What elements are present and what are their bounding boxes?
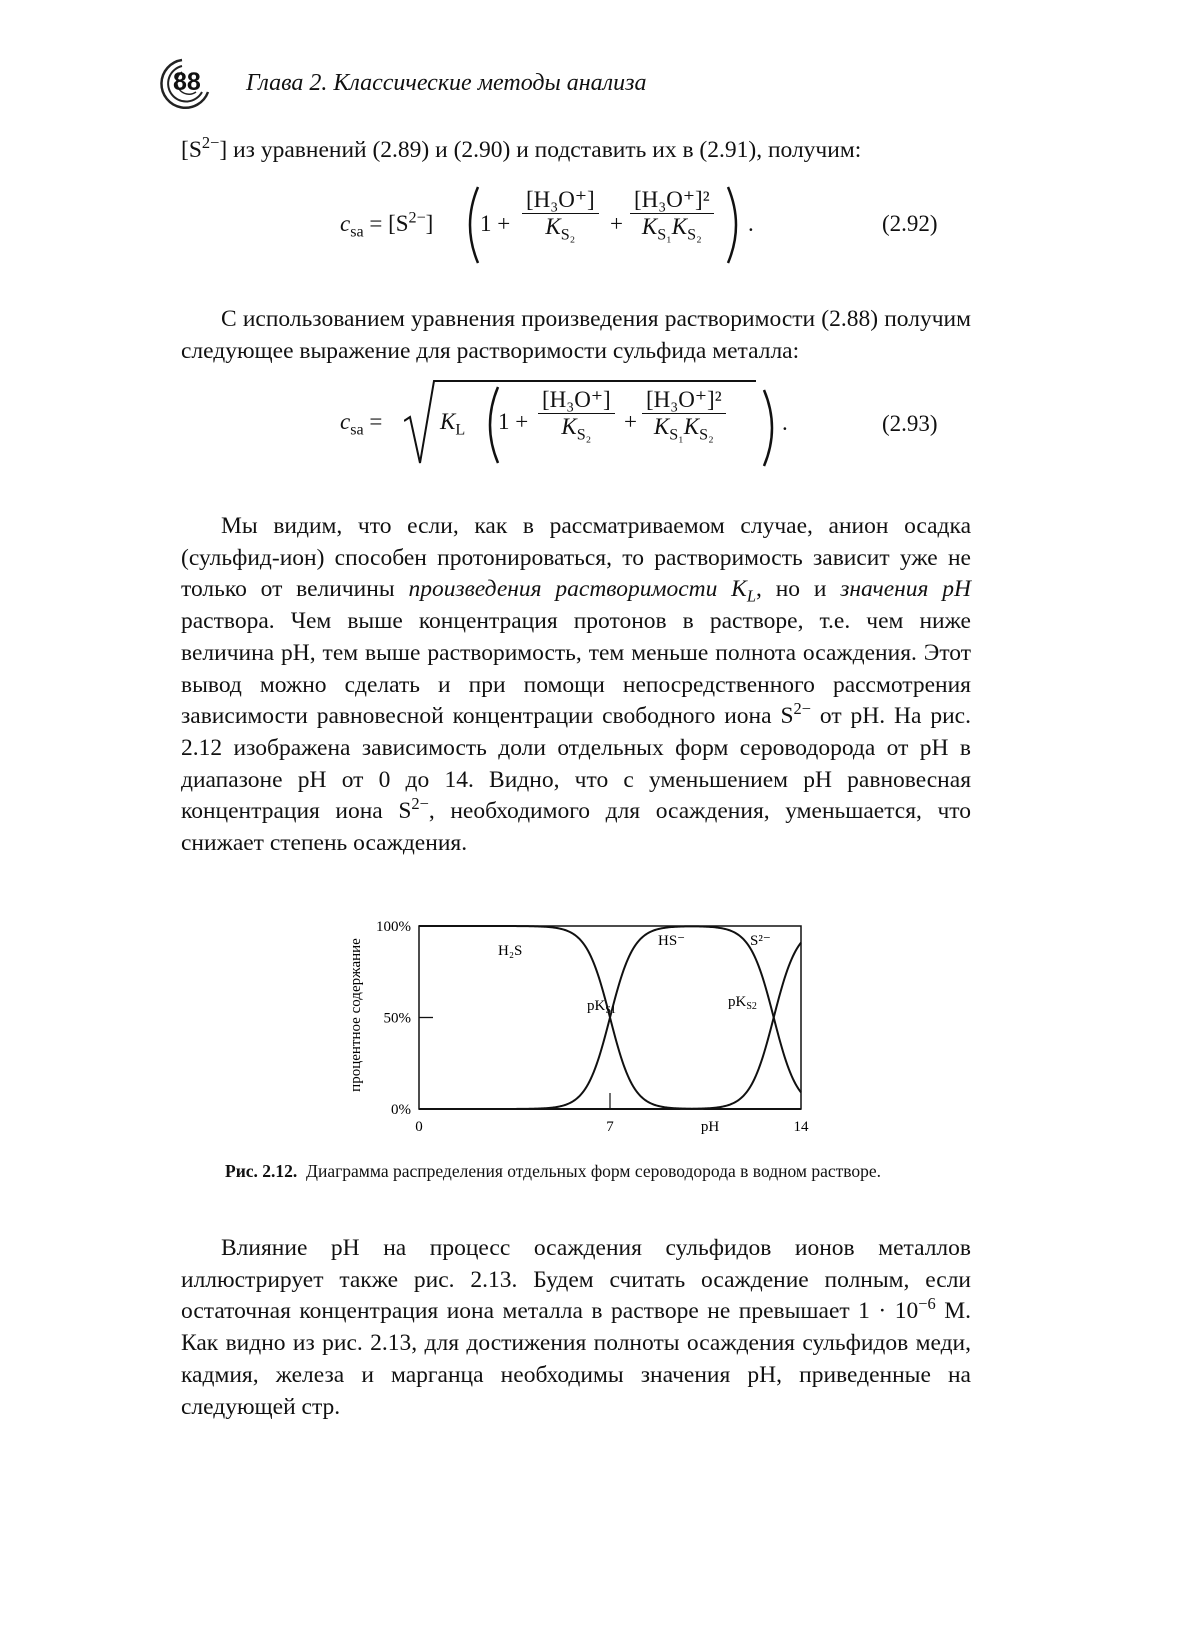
paragraph-4: Влияние pH на процесс осаждения сульфидов ионов металлов иллюстрирует также рис. 2.13. Будем считать осаждение полным, если остаточная концентрация иона металла в растворе не превышает $1 \cdot 10^{-6}$ М. Как видно из рис. 2.13, для достижения полноты осаждения сульфидов меди, кадмия, железа и марганца необходимы значения pH, приведенные на следующей стр. [181, 1235, 971, 1420]
y-axis-label: процентное содержание [348, 938, 364, 1092]
equation-2-92: $c_{sa} = [S^{2-}]$ 1 + $\frac{\text{[H₃O⁺]}}{K_{S_2}}$ + $\frac{\text{[H₃O⁺]²}}{K_{S_1}K_{S_2}}$ . [340, 185, 770, 265]
s2-curve [419, 943, 801, 1109]
equation-2-93: $c_{sa}$ = $K_L$ 1 + $\frac{\text{[H₃O⁺]}}{K_{S_2}}$ + $\frac{\text{[H₃O⁺]²}}{K_{S_1}K_{S_2}}$ [340, 375, 760, 467]
x-tick-label: 0 [415, 1119, 423, 1135]
y-tick-label: 50% [383, 1010, 411, 1027]
figure-caption: Рис. 2.12. Диаграмма распределения отдельных форм сероводорода в водном растворе. [225, 1161, 882, 1181]
x-axis-label: pH [700, 1119, 720, 1135]
intro-line: $[S^{2-}]$ из уравнений (2.89) и (2.90) и подставить их в (2.91), получим: [181, 133, 862, 163]
h2s-label: H₂S [498, 943, 523, 959]
page-number: 88 [173, 68, 201, 96]
hs-curve [419, 926, 801, 1109]
equation-number-2-93: (2.93) [882, 411, 938, 436]
equation-2-93-dot: . [782, 410, 788, 435]
x-tick-label: 7 [606, 1119, 614, 1135]
paragraph-2: С использованием уравнения произведения растворимости (2.88) получим следующее выражение для растворимости сульфида металла: [181, 306, 971, 364]
chapter-title: Глава 2. Классические методы анализа [246, 70, 647, 96]
y-tick-label: 100% [376, 919, 411, 935]
x-tick-label: 14 [793, 1119, 809, 1135]
closing-paren-icon [760, 388, 784, 468]
equation-number-2-92: (2.92) [882, 211, 938, 236]
h2s-distribution-chart [330, 905, 830, 1145]
y-tick-label: 0% [391, 1102, 411, 1118]
hs-label: HS⁻ [658, 933, 686, 949]
s2-label: S²⁻ [750, 933, 771, 949]
paragraph-3: Мы видим, что если, как в рассматриваемом случае, анион осадка (сульфид-ион) способен протонироваться, то растворимость зависит уже не только от величины произведения растворимости $K_L$, но и значения pH раствора. Чем выше концентрация протонов в растворе, т.е. чем ниже величина pH, тем выше растворимость, тем меньше полнота осаждения. Этот вывод можно сделать и при помощи непосредственного рассмотрения зависимости равновесной концентрации свободного иона $S^{2-}$ от pH. На рис. 2.12 изображена зависимость доли отдельных форм сероводорода от pH в диапазоне pH от 0 до 14. Видно, что с уменьшением pH равновесная концентрация иона $S^{2-}$, необходимого для осаждения, уменьшается, что снижает степень осаждения. [181, 513, 972, 857]
pks2-label: $pK_{S2}$ [728, 994, 757, 1012]
pks1-label: $pK_{S1}$ [587, 998, 616, 1016]
